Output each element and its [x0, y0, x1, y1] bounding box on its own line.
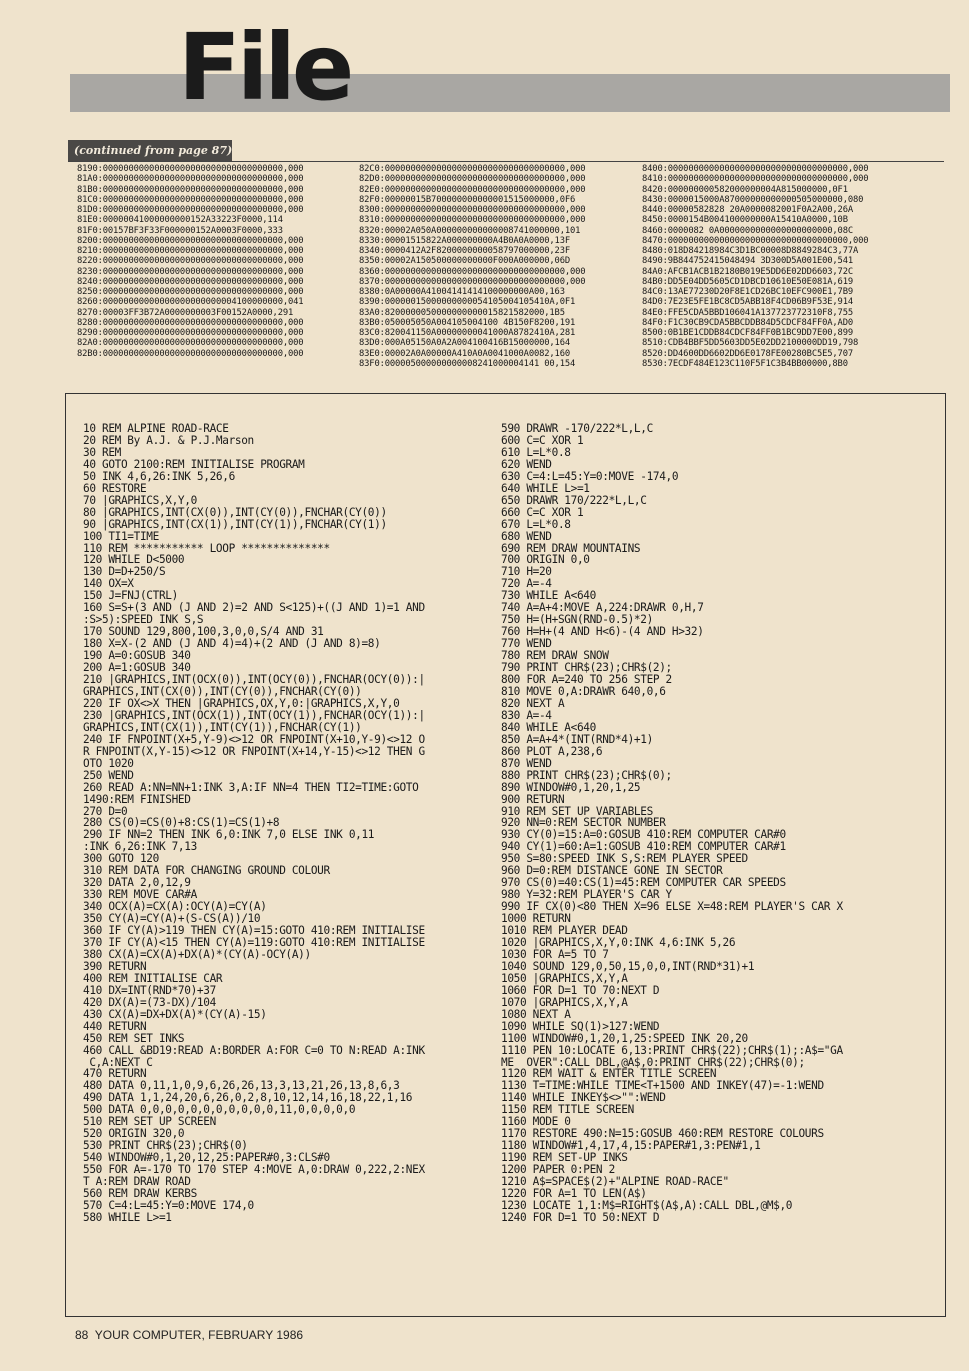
listing-line: 670 L=L*0.8 [501, 517, 571, 531]
listing-line: 470 RETURN [83, 1067, 147, 1081]
listing-line: 1110 PEN 10:LOCATE 6,13:PRINT CHR$(22);CHR$(1);:A$="GA [501, 1043, 843, 1057]
hex-dump-line: 84A0:AFCB1ACB1B2180B019E5DD6E02DD6603,72C [642, 266, 853, 277]
hex-dump-line: 8480:018D84218984C3D1BC00008D8849284C3,77A [642, 246, 859, 256]
listing-line: 730 WHILE A<640 [501, 589, 596, 603]
listing-line: 270 D=0 [83, 804, 128, 818]
listing-line: 700 ORIGIN 0,0 [501, 553, 590, 567]
hex-dump-line: 8280:00000000000000000000000000000000000,000 [77, 317, 304, 328]
listing-line: 1200 PAPER 0:PEN 2 [501, 1163, 615, 1177]
hex-dump-line: 8350:00002A150500000000000F000A000000,06D [359, 256, 570, 267]
listing-line: 520 ORIGIN 320,0 [83, 1127, 185, 1141]
listing-line: 50 INK 4,6,26:INK 5,26,6 [83, 469, 235, 483]
listing-line: 350 CY(A)=CY(A)+(S-CS(A))/10 [83, 912, 261, 926]
listing-line: 870 WEND [501, 756, 552, 770]
hex-dump-line: 8400:00000000000000000000000000000000000,000 [642, 164, 869, 174]
hex-dump-column-2 [359, 164, 585, 369]
hex-dump-line: 8420:000000000582000000004A815000000,0F1 [642, 184, 848, 195]
listing-line: 970 CS(0)=40:CS(1)=45:REM COMPUTER CAR SPEEDS [501, 876, 786, 890]
hex-dump-line: 84E0:FFE5CDA5BBD106041A137723772310F8,755 [642, 307, 853, 318]
listing-line: GRAPHICS,INT(CX(1)),INT(CY(1)),FNCHAR(CY(1)) [83, 720, 362, 734]
listing-line: 1050 |GRAPHICS,X,Y,A [501, 971, 628, 985]
hex-dump-column-1 [77, 164, 303, 359]
hex-dump-line: 8200:00000000000000000000000000000000000,000 [77, 235, 304, 246]
listing-line: 820 NEXT A [501, 696, 565, 710]
listing-line: :INK 6,26:INK 7,13 [83, 840, 197, 854]
hex-dump-line: 8320:00002A050A000000000000008741000000,101 [359, 225, 581, 236]
listing-line: C,A:NEXT C [83, 1055, 153, 1069]
listing-line: 540 WINDOW#0,1,20,12,25:PAPER#0,3:CLS#0 [83, 1151, 330, 1165]
hex-dump-line: 8250:00000000000000000000000000000000000,000 [77, 287, 304, 297]
listing-line: 1490:REM FINISHED [83, 792, 191, 806]
listing-line: 220 IF OX<>X THEN |GRAPHICS,OX,Y,0:|GRAPHICS,X,Y,0 [83, 696, 400, 710]
hex-dump-line: 82E0:00000000000000000000000000000000000,000 [359, 184, 586, 195]
divider [68, 161, 944, 162]
hex-dump-line: 84C0:13AE77230D20F8E1CD26BC10EFC900E1,7B9 [642, 287, 853, 297]
listing-line: GRAPHICS,INT(CX(0)),INT(CY(0)),FNCHAR(CY(0)) [83, 684, 362, 698]
listing-line: 550 FOR A=-170 TO 170 STEP 4:MOVE A,0:DRAW 0,222,2:NEX [83, 1163, 425, 1177]
listing-line: 360 IF CY(A)>119 THEN CY(A)=15:GOTO 410:REM INITIALISE [83, 924, 425, 938]
listing-line: 710 H=20 [501, 565, 552, 579]
listing-line: 440 RETURN [83, 1019, 147, 1033]
listing-line: 620 WEND [501, 457, 552, 471]
listing-line: 1010 REM PLAYER DEAD [501, 924, 628, 938]
hex-dump-line: 8500:0B1BE1CDDB84CDCF84FF0B1BC9DD7E00,899 [642, 328, 853, 338]
hex-dump-line: 8520:DD4600DD6602DD6E0178FE00280BC5E5,707 [642, 348, 853, 359]
listing-line: 630 C=4:L=45:Y=0:MOVE -174,0 [501, 469, 679, 483]
hex-dump-line: 8450:0000154B004100000000A15410A0000,10B [642, 215, 848, 226]
listing-line: 810 MOVE 0,A:DRAWR 640,0,6 [501, 684, 666, 698]
listing-line: 780 REM DRAW SNOW [501, 649, 609, 663]
hex-dump-line: 8290:00000000000000000000000000000000000,000 [77, 328, 304, 338]
listing-line: 980 Y=32:REM PLAYER'S CAR Y [501, 888, 672, 902]
listing-line: 1100 WINDOW#0,1,20,1,25:SPEED INK 20,20 [501, 1031, 748, 1045]
basic-listing-column-1 [83, 423, 425, 1224]
hex-dump-line: 83B0:050005050A004105004100 4B150F8200,191 [359, 317, 576, 328]
hex-dump-line: 8430:0000015000A87000000000000505000000,080 [642, 194, 864, 205]
listing-line: 240 IF FNPOINT(X+5,Y-9)<>12 OR FNPOINT(X+10,Y-9)<>12 O [83, 732, 425, 746]
listing-line: 90 |GRAPHICS,INT(CX(1)),INT(CY(1)),FNCHAR(CY(1)) [83, 517, 387, 531]
listing-line: 610 L=L*0.8 [501, 445, 571, 459]
listing-line: 60 RESTORE [83, 481, 147, 495]
listing-line: 460 CALL &BD19:READ A:BORDER A:FOR C=0 TO N:READ A:INK [83, 1043, 425, 1057]
listing-line: 80 |GRAPHICS,INT(CX(0)),INT(CY(0)),FNCHAR(CY(0)) [83, 505, 387, 519]
listing-line: 290 IF NN=2 THEN INK 6,0:INK 7,0 ELSE INK 0,11 [83, 828, 375, 842]
listing-line: 930 CY(0)=15:A=0:GOSUB 410:REM COMPUTER CAR#0 [501, 828, 786, 842]
hex-dump-line: 84F0:F1C30CB9CDA5BBCDDB84D5CDCF84FF0A,AD0 [642, 317, 853, 328]
listing-line: 1040 SOUND 129,0,50,15,0,0,INT(RND*31)+1 [501, 959, 755, 973]
hex-dump-line: 82C0:00000000000000000000000000000000000,000 [359, 164, 586, 174]
hex-dump-line: 8300:00000000000000000000000000000000000,000 [359, 205, 586, 215]
listing-line: 160 S=S+(3 AND (J AND 2)=2 AND S<125)+((J AND 1)=1 AND [83, 601, 425, 615]
listing-line: 400 REM INITIALISE CAR [83, 971, 223, 985]
listing-line: 1160 MODE 0 [501, 1115, 571, 1129]
hex-dump-line: 8440:00000582828 20A0000082001F0A2A00,26A [642, 205, 853, 215]
hex-dump-line: 8220:00000000000000000000000000000000000,000 [77, 256, 304, 267]
hex-dump-line: 8510:CDB4BBF5DD5603DD5E02DD2100000DD19,798 [642, 338, 859, 349]
section-title: File [178, 14, 351, 121]
listing-line: 120 WHILE D<5000 [83, 553, 185, 567]
listing-line: 430 CX(A)=DX+DX(A)*(CY(A)-15) [83, 1007, 267, 1021]
hex-dump-line: 8460:0000082 0A0000000000000000000000,08C [642, 225, 853, 236]
listing-line: 910 REM SET UP VARIABLES [501, 804, 653, 818]
listing-line: 390 RETURN [83, 959, 147, 973]
listing-line: 490 DATA 1,1,24,20,6,26,0,2,8,10,12,14,16,18,22,1,16 [83, 1091, 413, 1105]
listing-line: 860 PLOT A,238,6 [501, 744, 603, 758]
listing-line: 830 A=-4 [501, 708, 552, 722]
listing-line: 1230 LOCATE 1,1:M$=RIGHT$(A$,A):CALL DBL,@M$,0 [501, 1198, 793, 1212]
listing-line: 580 WHILE L>=1 [83, 1210, 172, 1224]
listing-line: 950 S=80:SPEED INK S,S:REM PLAYER SPEED [501, 852, 748, 866]
listing-line: 380 CX(A)=CX(A)+DX(A)*(CY(A)-OCY(A)) [83, 947, 311, 961]
listing-line: 310 REM DATA FOR CHANGING GROUND COLOUR [83, 864, 330, 878]
listing-line: OTO 1020 [83, 756, 134, 770]
listing-line: 640 WHILE L>=1 [501, 481, 590, 495]
listing-line: 70 |GRAPHICS,X,Y,0 [83, 493, 197, 507]
hex-dump-line: 8240:00000000000000000000000000000000000,000 [77, 276, 304, 287]
listing-line: 960 D=0:REM DISTANCE GONE IN SECTOR [501, 864, 723, 878]
listing-line: 450 REM SET INKS [83, 1031, 185, 1045]
listing-line: 40 GOTO 2100:REM INITIALISE PROGRAM [83, 457, 305, 471]
listing-line: 940 CY(1)=60:A=1:GOSUB 410:REM COMPUTER CAR#1 [501, 840, 786, 854]
hex-dump-line: 8310:00000000000000000000000000000000000,000 [359, 215, 586, 226]
listing-line: 840 WHILE A<640 [501, 720, 596, 734]
listing-line: 890 WINDOW#0,1,20,1,25 [501, 780, 641, 794]
hex-dump-line: 8380:0A00000A41004141414100000000A00,163 [359, 287, 565, 297]
hex-dump-line: 8370:00000000000000000000000000000000000,000 [359, 276, 586, 287]
hex-dump-line: 83A0:8200000050000000000015821582000,1B5 [359, 307, 565, 318]
listing-line: 130 D=D+250/S [83, 565, 166, 579]
hex-dump-line: 8530:7ECDF484E123C110F5F1C3B4BB00000,8B0 [642, 358, 848, 369]
listing-line: 1170 RESTORE 490:N=15:GOSUB 460:REM RESTORE COLOURS [501, 1127, 824, 1141]
listing-line: 530 PRINT CHR$(23);CHR$(0) [83, 1139, 248, 1153]
listing-line: 230 |GRAPHICS,INT(OCX(1)),INT(OCY(1)),FNCHAR(OCY(1)):| [83, 708, 425, 722]
hex-dump-line: 81A0:00000000000000000000000000000000000,000 [77, 174, 304, 185]
hex-dump-line: 8410:00000000000000000000000000000000000,000 [642, 174, 869, 185]
hex-dump-line: 8490:9B844752415048494 3D300D5A001E00,541 [642, 256, 853, 267]
listing-line: 1240 FOR D=1 TO 50:NEXT D [501, 1210, 660, 1224]
listing-line: 190 A=0:GOSUB 340 [83, 649, 191, 663]
listing-line: 210 |GRAPHICS,INT(OCX(0)),INT(OCY(0)),FNCHAR(OCY(0)):| [83, 673, 425, 687]
listing-line: 790 PRINT CHR$(23);CHR$(2); [501, 661, 672, 675]
listing-line: 880 PRINT CHR$(23);CHR$(0); [501, 768, 672, 782]
hex-dump-line: 8330:00001515822A000000000A4B0A0A0000,13F [359, 235, 570, 246]
hex-dump-line: 82D0:00000000000000000000000000000000000,000 [359, 174, 586, 185]
listing-line: 650 DRAWR 170/222*L,L,C [501, 493, 647, 507]
listing-line: 1080 NEXT A [501, 1007, 571, 1021]
listing-line: 1000 RETURN [501, 912, 571, 926]
listing-line: R FNPOINT(X,Y-15)<>12 OR FNPOINT(X+14,Y-15)<>12 THEN G [83, 744, 425, 758]
listing-line: 1130 T=TIME:WHILE TIME<T+1500 AND INKEY(47)=-1:WEND [501, 1079, 824, 1093]
listing-line: 1120 REM WAIT & ENTER TITLE SCREEN [501, 1067, 717, 1081]
hex-dump-line: 8230:00000000000000000000000000000000000,000 [77, 266, 304, 277]
listing-line: :S>5):SPEED INK S,S [83, 613, 204, 627]
hex-dump-line: 81F0:00157BF3F33F000000152A0003F0000,333 [77, 225, 283, 236]
listing-line: 150 J=FNJ(CTRL) [83, 589, 178, 603]
listing-line: 770 WEND [501, 637, 552, 651]
hex-dump-line: 8190:00000000000000000000000000000000000,000 [77, 164, 304, 174]
listing-line: 340 OCX(A)=CX(A):OCY(A)=CY(A) [83, 900, 267, 914]
listing-line: 900 RETURN [501, 792, 565, 806]
listing-line: 250 WEND [83, 768, 134, 782]
listing-line: 420 DX(A)=(73-DX)/104 [83, 995, 216, 1009]
listing-line: 510 REM SET UP SCREEN [83, 1115, 216, 1129]
listing-line: 1140 WHILE INKEY$<>"":WEND [501, 1091, 666, 1105]
listing-line: 850 A=A+4*(INT(RND*4)+1) [501, 732, 653, 746]
continued-note: (continued from page 87) [74, 144, 233, 157]
listing-line: 300 GOTO 120 [83, 852, 159, 866]
hex-dump-line: 84D0:7E23E5FE1BC8CD5ABB18F4CD06B9F53E,914 [642, 297, 853, 308]
listing-line: T A:REM DRAW ROAD [83, 1175, 191, 1189]
listing-line: 740 A=A+4:MOVE A,224:DRAWR 0,H,7 [501, 601, 704, 615]
hex-dump-line: 84B0:DD5E04DD5605CD1DBCD10610E50E081A,619 [642, 276, 853, 287]
hex-dump-line: 8470:00000000000000000000000000000000000,000 [642, 235, 869, 246]
hex-dump-column-3 [642, 164, 868, 369]
listing-line: 1210 A$=SPACE$(2)+"ALPINE ROAD-RACE" [501, 1175, 729, 1189]
hex-dump-line: 82F0:00000015B700000000000001515000000,0F6 [359, 194, 576, 205]
listing-line: 590 DRAWR -170/222*L,L,C [501, 422, 653, 435]
hex-dump-line: 81E0:00000041000000000152A33223F0000,114 [77, 215, 283, 226]
listing-line: 370 IF CY(A)<15 THEN CY(A)=119:GOTO 410:REM INITIALISE [83, 935, 425, 949]
hex-dump-line: 83F0:000005000000000008241000004141 00,154 [359, 358, 576, 369]
basic-listing-column-2 [501, 423, 843, 1224]
listing-line: 920 NN=0:REM SECTOR NUMBER [501, 816, 666, 830]
hex-dump-line: 81C0:00000000000000000000000000000000000,000 [77, 194, 304, 205]
listing-line: 20 REM By A.J. & P.J.Marson [83, 433, 254, 447]
listing-line: 260 READ A:NN=NN+1:INK 3,A:IF NN=4 THEN TI2=TIME:GOTO [83, 780, 419, 794]
listing-line: 1070 |GRAPHICS,X,Y,A [501, 995, 628, 1009]
listing-line: 1190 REM SET-UP INKS [501, 1151, 628, 1165]
listing-line: 1030 FOR A=5 TO 7 [501, 947, 609, 961]
listing-line: 180 X=X-(2 AND (J AND 4)=4)+(2 AND (J AND 8)=8) [83, 637, 381, 651]
listing-line: 1020 |GRAPHICS,X,Y,0:INK 4,6:INK 5,26 [501, 935, 736, 949]
listing-line: 30 REM [83, 445, 121, 459]
listing-line: 280 CS(0)=CS(0)+8:CS(1)=CS(1)+8 [83, 816, 280, 830]
listing-line: 480 DATA 0,11,1,0,9,6,26,26,13,3,13,21,26,13,8,6,3 [83, 1079, 400, 1093]
listing-line: ME OVER":CALL DBL,@A$,0:PRINT CHR$(22);CHR$(0); [501, 1055, 805, 1069]
listing-line: 10 REM ALPINE ROAD-RACE [83, 422, 229, 435]
listing-line: 500 DATA 0,0,0,0,0,0,0,0,0,0,0,11,0,0,0,0,0 [83, 1103, 356, 1117]
listing-line: 170 SOUND 129,800,100,3,0,0,S/4 AND 31 [83, 625, 324, 639]
page-footer: 88 YOUR COMPUTER, FEBRUARY 1986 [75, 1328, 304, 1342]
listing-line: 760 H=H+(4 AND H<6)-(4 AND H>32) [501, 625, 704, 639]
listing-line: 410 DX=INT(RND*70)+37 [83, 983, 216, 997]
hex-dump-line: 8360:00000000000000000000000000000000000,000 [359, 266, 586, 277]
listing-line: 1180 WINDOW#1,4,17,4,15:PAPER#1,3:PEN#1,1 [501, 1139, 761, 1153]
hex-dump-line: 8210:00000000000000000000000000000000000,000 [77, 246, 304, 256]
listing-line: 750 H=(H+SGN(RND-0.5)*2) [501, 613, 653, 627]
listing-line: 680 WEND [501, 529, 552, 543]
listing-line: 570 C=4:L=45:Y=0:MOVE 174,0 [83, 1198, 254, 1212]
listing-line: 100 TI1=TIME [83, 529, 159, 543]
listing-line: 720 A=-4 [501, 577, 552, 591]
hex-dump-line: 83C0:820041150A00000000041000A8782410A,281 [359, 328, 576, 338]
listing-line: 1220 FOR A=1 TO LEN(A$) [501, 1187, 647, 1200]
listing-line: 320 DATA 2,0,12,9 [83, 876, 191, 890]
listing-line: 110 REM *********** LOOP ************** [83, 541, 330, 555]
hex-dump-line: 83E0:00002A0A00000A410A0A0041000A0082,160 [359, 348, 570, 359]
listing-line: 800 FOR A=240 TO 256 STEP 2 [501, 673, 672, 687]
listing-line: 330 REM MOVE CAR#A [83, 888, 197, 902]
listing-line: 1150 REM TITLE SCREEN [501, 1103, 634, 1117]
listing-line: 1090 WHILE SQ(1)>127:WEND [501, 1019, 660, 1033]
hex-dump-line: 81D0:00000000000000000000000000000000000,000 [77, 205, 304, 215]
hex-dump-line: 83D0:000A05150A0A2A004100416B15000000,164 [359, 338, 570, 349]
listing-line: 660 C=C XOR 1 [501, 505, 584, 519]
hex-dump-line: 8260:00000000000000000000000004100000000,041 [77, 297, 304, 308]
hex-dump-line: 81B0:00000000000000000000000000000000000,000 [77, 184, 304, 195]
listing-line: 560 REM DRAW KERBS [83, 1187, 197, 1200]
listing-line: 990 IF CX(0)<80 THEN X=96 ELSE X=48:REM PLAYER'S CAR X [501, 900, 843, 914]
listing-line: 200 A=1:GOSUB 340 [83, 661, 191, 675]
listing-line: 1060 FOR D=1 TO 70:NEXT D [501, 983, 660, 997]
listing-line: 600 C=C XOR 1 [501, 433, 584, 447]
listing-line: 690 REM DRAW MOUNTAINS [501, 541, 641, 555]
hex-dump-line: 8340:0000412A2F8200000000058797000000,23F [359, 246, 570, 256]
hex-dump-line: 8390:00000015000000000054105004105410A,0F1 [359, 297, 576, 308]
hex-dump-line: 82B0:00000000000000000000000000000000000,000 [77, 348, 304, 359]
hex-dump-line: 8270:00003FF3B72A0000000003F00152A0000,291 [77, 307, 294, 318]
hex-dump-line: 82A0:00000000000000000000000000000000000,000 [77, 338, 304, 349]
listing-line: 140 OX=X [83, 577, 134, 591]
